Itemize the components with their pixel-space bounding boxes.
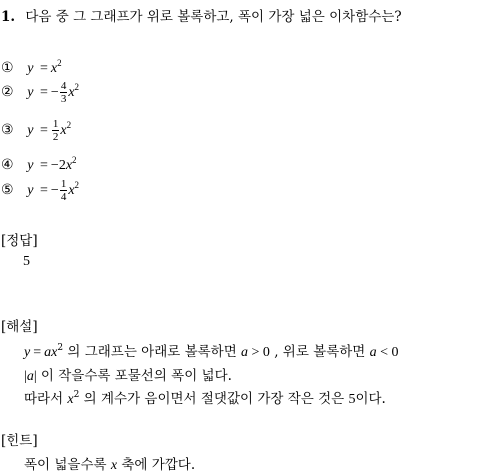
- option-formula: $y = -2x^2$: [27, 155, 77, 173]
- option-formula: $y = x^2$: [27, 58, 62, 76]
- option-4[interactable]: [1, 155, 77, 174]
- option-3[interactable]: [1, 118, 71, 143]
- fraction: $\frac{1}{2}$: [52, 118, 59, 143]
- explanation-line-2: |a| 이 작을수록 포물선의 폭이 넓다.: [24, 368, 232, 384]
- fraction: $\frac{4}{3}$: [60, 80, 67, 105]
- question-number: 1.: [1, 9, 16, 25]
- option-marker: ②: [1, 83, 14, 100]
- option-formula: y = $\frac{1}{2}$ $x^2$: [27, 118, 72, 143]
- option-2[interactable]: [1, 80, 79, 105]
- fraction: $\frac{1}{4}$: [60, 178, 67, 203]
- option-5[interactable]: [1, 178, 79, 203]
- question-heading: [1, 5, 402, 25]
- option-1[interactable]: [1, 58, 62, 77]
- option-marker: ③: [1, 121, 14, 138]
- explanation-line-3: 따라서 $x^2$ 의 계수가 음이면서 절댓값이 가장 작은 것은 5이다.: [24, 390, 386, 407]
- option-marker: ⑤: [1, 181, 14, 198]
- hint-label: [힌트]: [1, 433, 38, 449]
- option-marker: ①: [1, 60, 14, 76]
- explanation-label: [해설]: [1, 319, 38, 335]
- answer-label: [정답]: [1, 233, 38, 249]
- option-formula: y = − $\frac{1}{4}$ $x^2$: [27, 178, 80, 203]
- option-formula: y = − $\frac{4}{3}$ $x^2$: [27, 80, 80, 105]
- option-marker: ④: [1, 157, 14, 173]
- question-text: 다음 중 그 그래프가 위로 볼록하고, 폭이 가장 넓은 이차함수는?: [25, 9, 402, 25]
- answer-value: 5: [23, 254, 30, 269]
- explanation-line-1: $y = ax^2$ 의 그래프는 아래로 볼록하면 a > 0 , 위로 볼록하면 a < 0: [24, 343, 399, 360]
- hint-text: 폭이 넓을수록 x 축에 가깝다.: [24, 457, 196, 473]
